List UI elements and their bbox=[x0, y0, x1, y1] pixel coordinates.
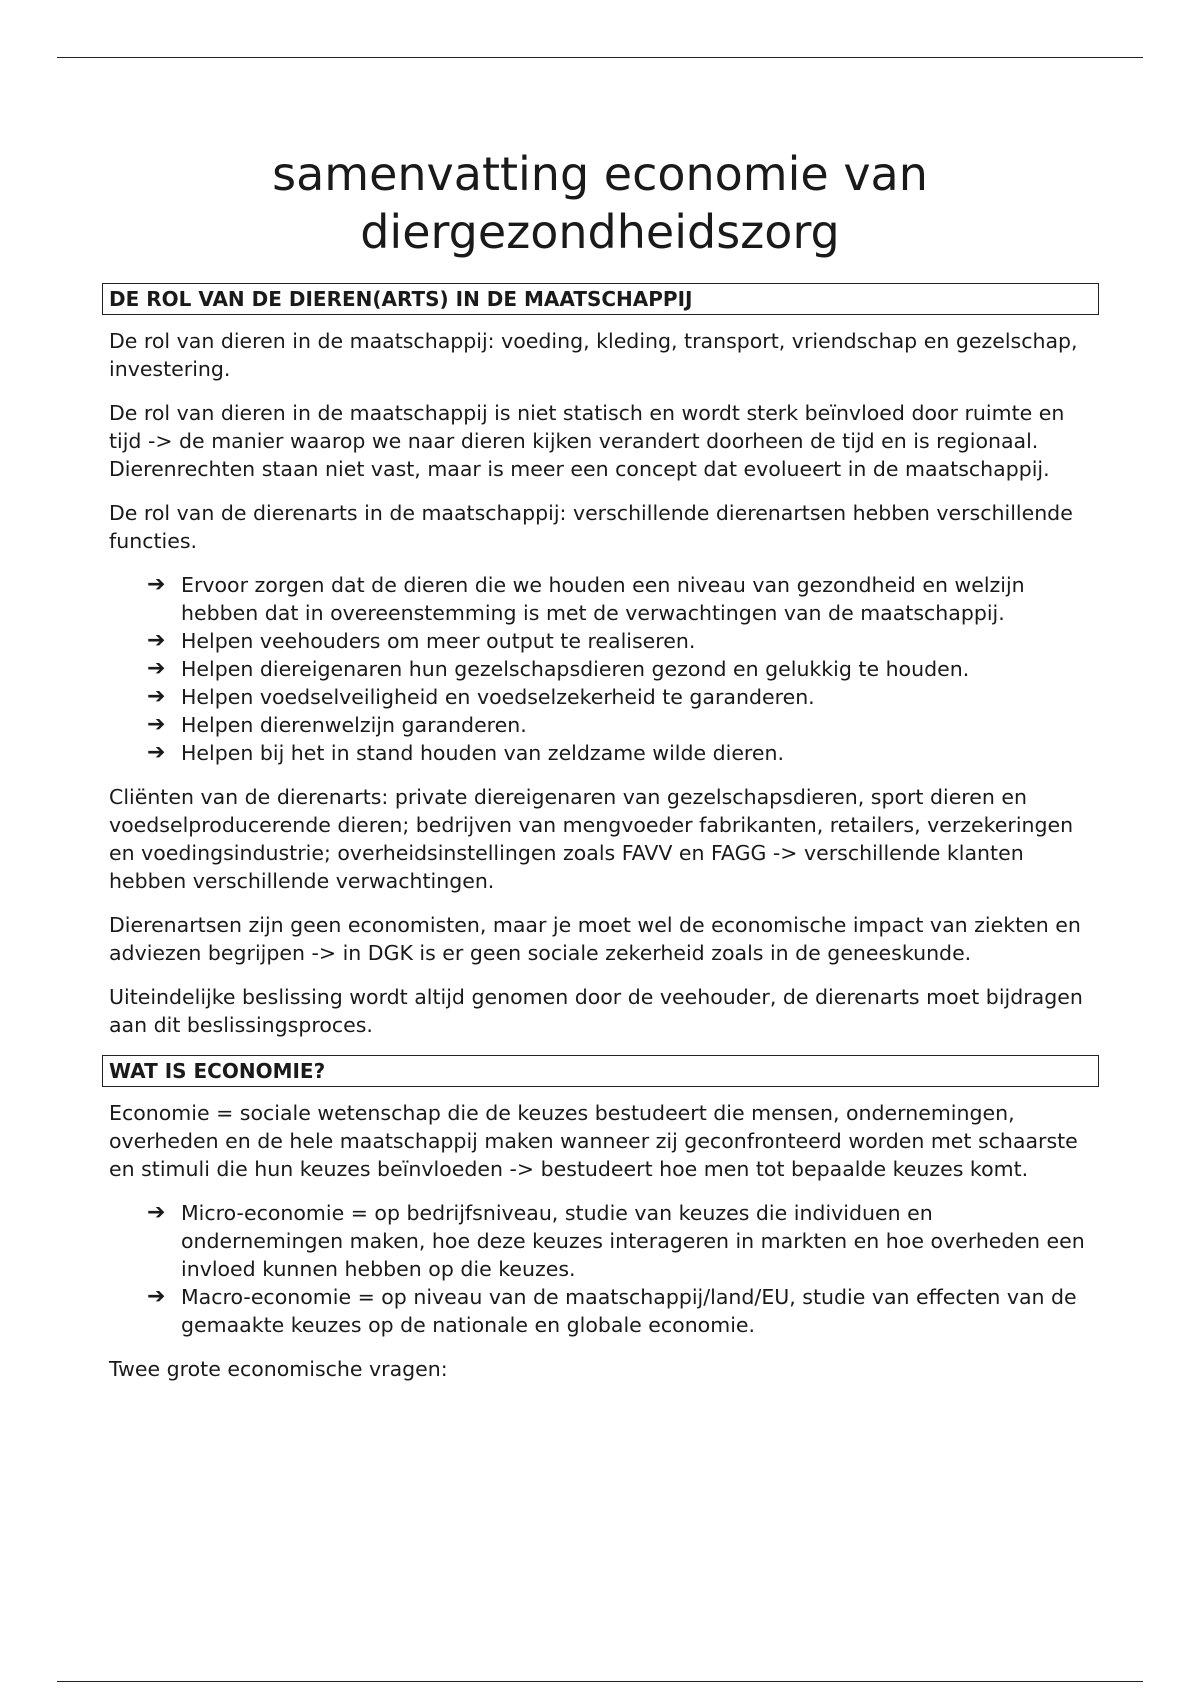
paragraph: Uiteindelijke beslissing wordt altijd genomen door de veehouder, de dierenarts moet bijdragen aan dit beslissingsproces. bbox=[109, 985, 1083, 1037]
document-title: samenvatting economie van diergezondheidszorg bbox=[272, 147, 928, 259]
paragraph: De rol van dieren in de maatschappij is niet statisch en wordt sterk beïnvloed door ruimte en tijd -> de manier waarop we naar dieren kijken verandert doorheen de tijd en is regionaal. Dierenrechten staan niet vast, maar is meer een concept dat evolueert in de maatschappij. bbox=[109, 401, 1065, 481]
list-item bbox=[147, 711, 1100, 739]
arrow-right-icon: ➔ bbox=[147, 712, 166, 737]
arrow-right-icon: ➔ bbox=[147, 684, 166, 709]
list-item bbox=[147, 1199, 1100, 1283]
list-item bbox=[147, 739, 1100, 767]
section-heading: WAT IS ECONOMIE? bbox=[102, 1055, 1099, 1087]
list-item bbox=[147, 627, 1100, 655]
document-body bbox=[102, 283, 1100, 1399]
paragraph: De rol van dieren in de maatschappij: voeding, kleding, transport, vriendschap en gezelschap, investering. bbox=[109, 329, 1078, 381]
list-item-text: Helpen diereigenaren hun gezelschapsdieren gezond en gelukkig te houden. bbox=[181, 657, 970, 681]
section-wat-is-economie bbox=[102, 1055, 1100, 1383]
bullet-list bbox=[102, 571, 1100, 767]
section-rol-dierenarts bbox=[102, 283, 1100, 1039]
arrow-right-icon: ➔ bbox=[147, 656, 166, 681]
list-item bbox=[147, 683, 1100, 711]
arrow-right-icon: ➔ bbox=[147, 740, 166, 765]
bottom-rule bbox=[57, 1681, 1143, 1682]
paragraph: Economie = sociale wetenschap die de keuzes bestudeert die mensen, ondernemingen, overheden en de hele maatschappij maken wanneer zij geconfronteerd worden met schaarste en stimuli die hun keuzes beïnvloeden -> bestudeert hoe men tot bepaalde keuzes komt. bbox=[109, 1101, 1078, 1181]
bullet-list bbox=[102, 1199, 1100, 1339]
list-item-text: Helpen bij het in stand houden van zeldzame wilde dieren. bbox=[181, 741, 785, 765]
list-item-text: Micro-economie = op bedrijfsniveau, studie van keuzes die individuen en ondernemingen maken, hoe deze keuzes interageren in markten en hoe overheden een invloed kunnen hebben op die keuzes. bbox=[181, 1201, 1085, 1281]
list-item bbox=[147, 655, 1100, 683]
paragraph: Dierenartsen zijn geen economisten, maar je moet wel de economische impact van ziekten en adviezen begrijpen -> in DGK is er geen sociale zekerheid zoals in de geneeskunde. bbox=[109, 913, 1081, 965]
paragraph: De rol van de dierenarts in de maatschappij: verschillende dierenartsen hebben verschillende functies. bbox=[109, 501, 1073, 553]
list-item bbox=[147, 571, 1100, 627]
top-rule bbox=[57, 57, 1143, 58]
list-item bbox=[147, 1283, 1100, 1339]
list-item-text: Macro-economie = op niveau van de maatschappij/land/EU, studie van effecten van de gemaakte keuzes op de nationale en globale economie. bbox=[181, 1285, 1077, 1337]
paragraph: Twee grote economische vragen: bbox=[109, 1357, 448, 1381]
arrow-right-icon: ➔ bbox=[147, 1200, 166, 1225]
section-heading: DE ROL VAN DE DIEREN(ARTS) IN DE MAATSCHAPPIJ bbox=[102, 283, 1099, 315]
arrow-right-icon: ➔ bbox=[147, 572, 166, 597]
list-item-text: Helpen voedselveiligheid en voedselzekerheid te garanderen. bbox=[181, 685, 815, 709]
arrow-right-icon: ➔ bbox=[147, 628, 166, 653]
list-item-text: Helpen veehouders om meer output te realiseren. bbox=[181, 629, 696, 653]
list-item-text: Ervoor zorgen dat de dieren die we houden een niveau van gezondheid en welzijn hebben dat in overeenstemming is met de verwachtingen van de maatschappij. bbox=[181, 573, 1025, 625]
list-item-text: Helpen dierenwelzijn garanderen. bbox=[181, 713, 527, 737]
paragraph: Cliënten van de dierenarts: private diereigenaren van gezelschapsdieren, sport dieren en voedselproducerende dieren; bedrijven van mengvoeder fabrikanten, retailers, verzekeringen en voedingsindustrie; overheidsinstellingen zoals FAVV en FAGG -> verschillende klanten hebben verschillende verwachtingen. bbox=[109, 785, 1074, 893]
arrow-right-icon: ➔ bbox=[147, 1284, 166, 1309]
